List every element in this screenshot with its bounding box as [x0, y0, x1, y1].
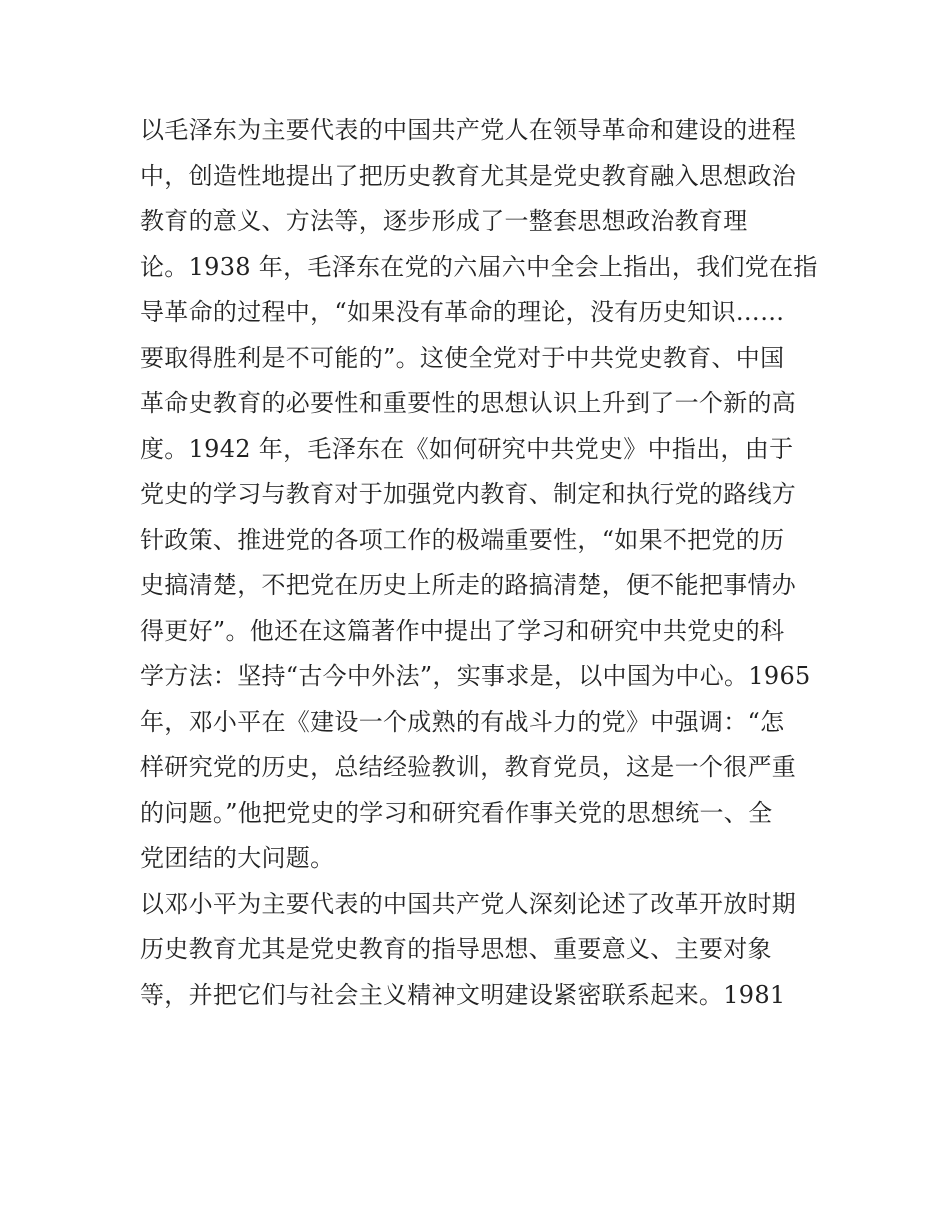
text-line: 以邓小平为主要代表的中国共产党人深刻论述了改革开放时期 [140, 889, 797, 918]
body-text [140, 108, 820, 1018]
text-line: 革命史教育的必要性和重要性的思想认识上升到了一个新的高 [140, 389, 797, 417]
text-line: 度。1942 年，毛泽东在《如何研究中共党史》中指出，由于 [140, 434, 794, 463]
text-line: 史搞清楚，不把党在历史上所走的路搞清楚，便不能把事情办 [140, 571, 797, 599]
text-line: 要取得胜利是不可能的”。这使全党对于中共党史教育、中国 [140, 343, 785, 372]
text-line: 历史教育尤其是党史教育的指导思想、重要意义、主要对象 [140, 935, 772, 963]
text-line: 论。1938 年，毛泽东在党的六届六中全会上指出，我们党在指 [140, 252, 818, 281]
text-line: 导革命的过程中，“如果没有革命的理论，没有历史知识…… [140, 298, 785, 326]
text-line: 学方法：坚持“古今中外法”，实事求是，以中国为中心。1965 [140, 662, 811, 690]
text-line: 党团结的大问题。 [140, 844, 335, 872]
text-line: 党史的学习与教育对于加强党内教育、制定和执行党的路线方 [140, 480, 797, 508]
text-line: 样研究党的历史，总结经验教训，教育党员，这是一个很严重 [140, 753, 797, 781]
text-line: 针政策、推进党的各项工作的极端重要性，“如果不把党的历 [140, 525, 785, 554]
text-line: 等，并把它们与社会主义精神文明建设紧密联系起来。1981 [140, 980, 786, 1009]
text-line: 中，创造性地提出了把历史教育尤其是党史教育融入思想政治 [140, 161, 797, 190]
text-line: 的问题。”他把党史的学习和研究看作事关党的思想统一、全 [140, 798, 773, 827]
text-line: 教育的意义、方法等，逐步形成了一整套思想政治教育理 [140, 207, 748, 235]
text-line: 年，邓小平在《建设一个成熟的有战斗力的党》中强调：“怎 [140, 707, 785, 736]
text-line: 得更好”。他还在这篇著作中提出了学习和研究中共党史的科 [140, 616, 785, 645]
text-line: 以毛泽东为主要代表的中国共产党人在领导革命和建设的进程 [140, 116, 797, 144]
